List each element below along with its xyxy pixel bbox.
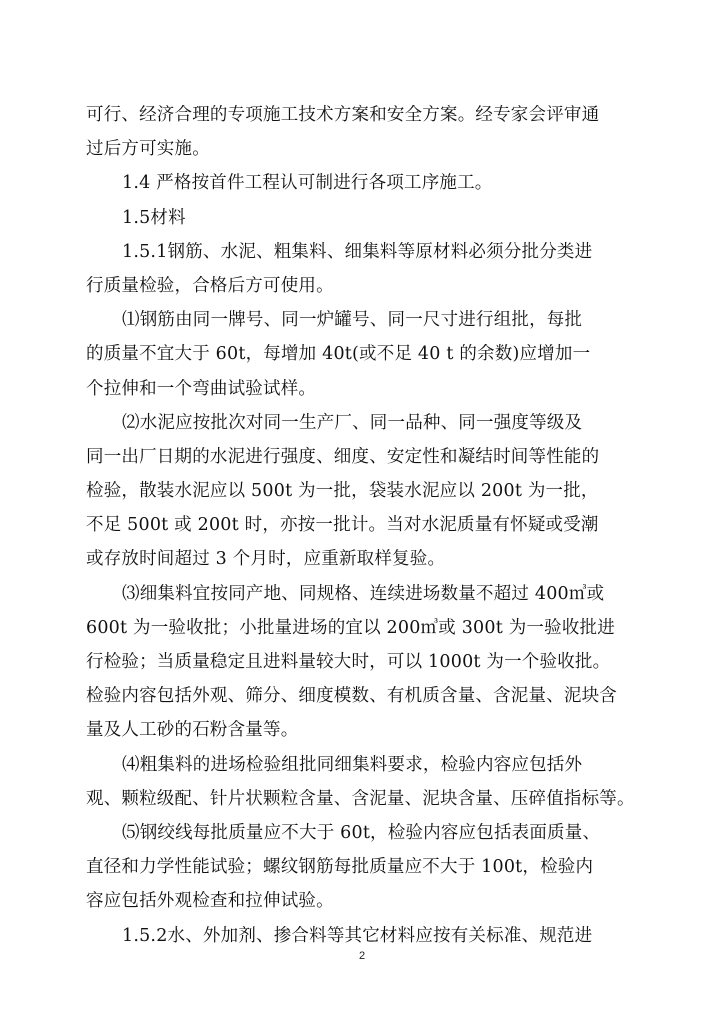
text-line: 可行、经济合理的专项施工技术方案和安全方案。经专家会评审通 — [86, 105, 600, 125]
text-line: 直径和力学性能试验；螺纹钢筋每批质量应不大于 100t，检验内 — [86, 857, 594, 878]
text-line: 过后方可实施。 — [86, 139, 210, 160]
text-line: 1.5.2水、外加剂、掺合料等其它材料应按有关标准、规范进 — [122, 925, 593, 946]
text-line: 或存放时间超过 3 个月时，应重新取样复验。 — [86, 549, 446, 570]
text-line: 个拉伸和一个弯曲试验试样。 — [86, 378, 317, 399]
text-line: ⑶细集料宜按同产地、同规格、连续进场数量不超过 400㎥或 — [122, 583, 605, 604]
text-line: 行质量检验，合格后方可使用。 — [86, 275, 334, 296]
text-line: 的质量不宜大于 60t，每增加 40t(或不足 40 t 的余数)应增加一 — [86, 344, 591, 365]
section-heading-1-4: 1.4 严格按首件工程认可制进行各项工序施工。 — [122, 173, 493, 194]
text-line: ⑴钢筋由同一牌号、同一炉罐号、同一尺寸进行组批，每批 — [122, 310, 583, 331]
text-line: 量及人工砂的石粉含量等。 — [86, 720, 299, 741]
text-line: ⑵水泥应按批次对同一生产厂、同一品种、同一强度等级及 — [122, 412, 583, 433]
body-text — [86, 98, 646, 953]
text-line: 不足 500t 或 200t 时，亦按一批计。当对水泥质量有怀疑或受潮 — [86, 515, 599, 536]
section-heading-1-5: 1.5材料 — [122, 207, 186, 228]
text-line: ⑷粗集料的进场检验组批同细集料要求，检验内容应包括外 — [122, 754, 583, 775]
text-line: 检验，散装水泥应以 500t 为一批，袋装水泥应以 200t 为一批， — [86, 481, 599, 502]
page-number: 2 — [358, 950, 366, 962]
text-line: 检验内容包括外观、筛分、细度模数、有机质含量、含泥量、泥块含 — [86, 686, 617, 707]
text-line: 容应包括外观检查和拉伸试验。 — [86, 891, 334, 912]
text-line: 1.5.1钢筋、水泥、粗集料、细集料等原材料必须分批分类进 — [122, 241, 593, 262]
text-line: 同一出厂日期的水泥进行强度、细度、安定性和凝结时间等性能的 — [86, 446, 600, 467]
text-line: 行检验；当质量稳定且进料量较大时，可以 1000t 为一个验收批。 — [86, 652, 611, 672]
text-line: 观、颗粒级配、针片状颗粒含量、含泥量、泥块含量、压碎值指标等。 — [86, 788, 635, 809]
text-line: 600t 为一验收批；小批量进场的宜以 200㎥或 300t 为一验收批进 — [86, 617, 615, 638]
text-line: ⑸钢绞线每批质量应不大于 60t，检验内容应包括表面质量、 — [122, 822, 601, 843]
